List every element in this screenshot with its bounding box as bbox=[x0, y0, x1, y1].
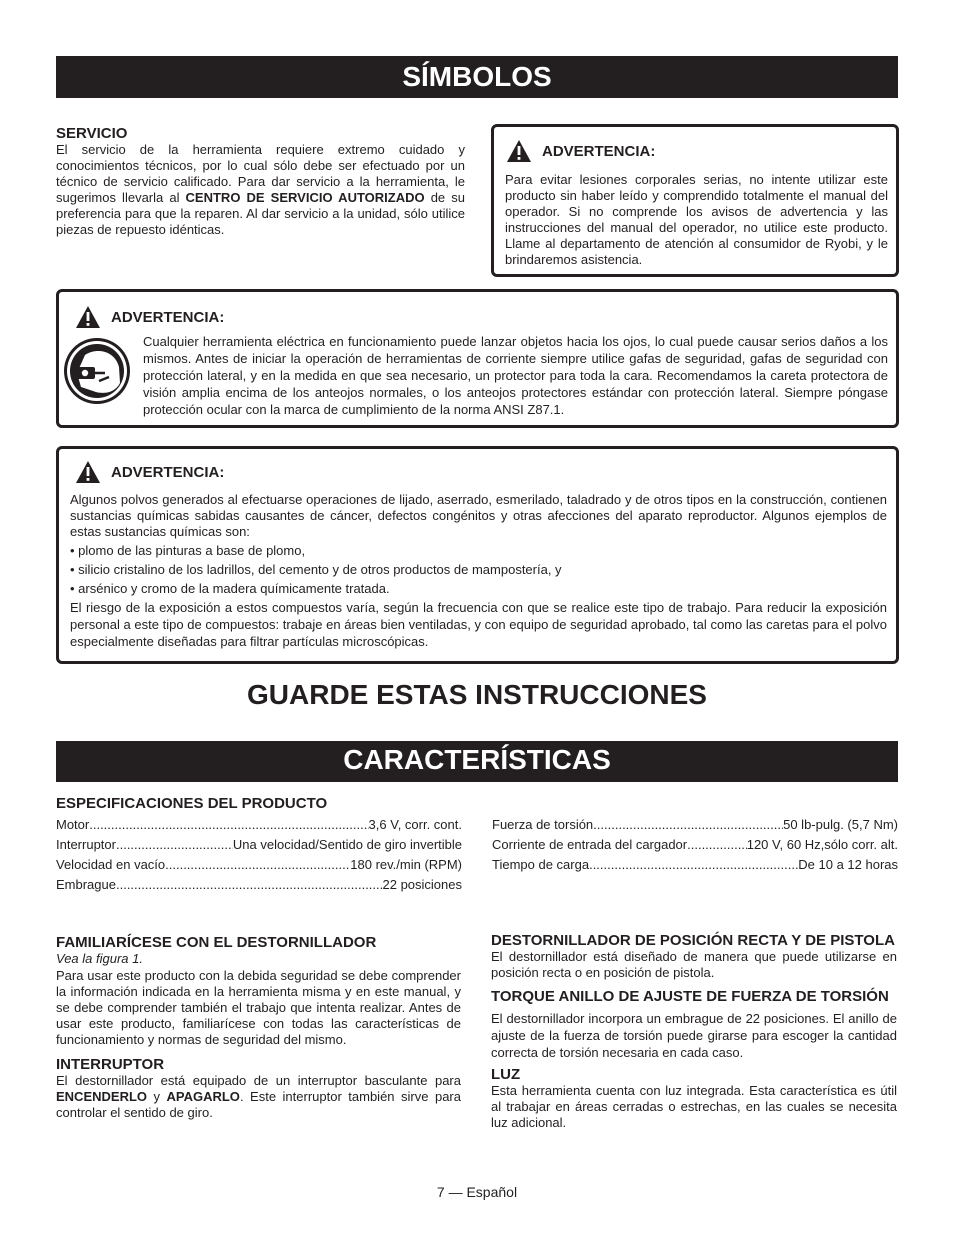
torque-heading: TORQUE ANILLO DE AJUSTE DE FUERZA DE TORSIÓN bbox=[491, 988, 889, 1005]
warning-title: ADVERTENCIA: bbox=[111, 308, 225, 326]
interruptor-text: El destornillador está equipado de un interruptor basculante para ENCENDERLO y APAGARLO. Este interruptor también sirve para controlar el sentido de giro. bbox=[56, 1073, 461, 1120]
banner-title: SÍMBOLOS bbox=[402, 61, 552, 92]
servicio-text: El servicio de la herramienta requiere extremo cuidado y conocimientos técnicos, por lo cual sólo debe ser efectuado por un técnico de servicio calificado. Para dar servicio a la herramienta, le sugerimos llevarla al CENTRO DE SERVICIO AUTORIZADO de su preferencia para que la reparen. Al dar servicio a la unidad, sólo utilice piezas de repuesto idénticas. bbox=[56, 142, 465, 237]
spec-row: Tiempo de carga ..... De 10 a 12 horas bbox=[492, 855, 898, 875]
warning-title: ADVERTENCIA: bbox=[111, 463, 225, 481]
left-column bbox=[56, 934, 461, 1121]
warning-triangle-icon bbox=[506, 139, 532, 163]
interruptor-heading: INTERRUPTOR bbox=[56, 1056, 165, 1073]
spec-row: Motor ..... 3,6 V, corr. cont. bbox=[56, 815, 462, 835]
right-column bbox=[491, 932, 897, 1131]
spec-row: Corriente de entrada del cargador ..... 120 V, 60 Hz,sólo corr. alt. bbox=[492, 835, 898, 855]
warning-title-row bbox=[75, 460, 224, 484]
warning-title-row bbox=[506, 139, 655, 163]
warning-text: Cualquier herramienta eléctrica en funcionamiento puede lanzar objetos hacia los ojos, lo cual puede causar serios daños a los mismos. Antes de iniciar la operación de herramientas de corriente siempre utilice gafas de seguridad, gafas de seguridad con protección lateral, y en la medida en que sea necesario, un protector para toda la cara. Recomendamos la careta protectora de visión amplia encima de los anteojos normales, o los anteojos protectores estándar con protección lateral. Siempre póngase protección ocular con la marca de cumplimiento de la norma ANSI Z87.1. bbox=[143, 334, 888, 417]
warning-intro: Algunos polvos generados al efectuarse operaciones de lijado, aserrado, esmerilado, taladrado y de otros tipos en la construcción, contienen sustancias químicas sabidas causantes de cáncer, defectos congénitos y otras afecciones del aparato reproductor. Algunos ejemplos de estas sustancias químicas son: bbox=[70, 492, 887, 539]
warning-title-row bbox=[75, 305, 224, 329]
list-item: • plomo de las pinturas a base de plomo, bbox=[70, 541, 887, 560]
banner-title: CARACTERÍSTICAS bbox=[343, 744, 611, 775]
warning-bullet-list bbox=[70, 541, 887, 598]
posicion-text: El destornillador está diseñado de manera que puede utilizarse en posición recta o en posición de pistola. bbox=[491, 949, 897, 980]
guarde-heading: GUARDE ESTAS INSTRUCCIONES bbox=[247, 679, 707, 710]
safety-glasses-icon bbox=[63, 337, 131, 405]
familiar-text: Para usar este producto con la debida seguridad se debe comprender la información indicada en la herramienta misma y en este manual, y se debe comprender también el trabajo que intenta realizar. Antes de usar este producto, familiarícese con todas las características de funcionamiento y normas de seguridad del mismo. bbox=[56, 968, 461, 1047]
torque-text: El destornillador incorpora un embrague de 22 posiciones. El anillo de ajuste de la fuerza de torsión puede girarse para escoger la cantidad correcta de torsión necesaria en cada caso. bbox=[491, 1011, 897, 1060]
luz-text: Esta herramienta cuenta con luz integrada. Esta característica es útil al trabajar en áreas cerradas o estrechas, en las cuales se necesita luz adicional. bbox=[491, 1083, 897, 1130]
figure-reference: Vea la figura 1. bbox=[56, 951, 143, 966]
specs-heading: ESPECIFICACIONES DEL PRODUCTO bbox=[56, 795, 328, 812]
warning-box-dust bbox=[56, 446, 899, 664]
warning-triangle-icon bbox=[75, 305, 101, 329]
spec-row: Interruptor ..... Una velocidad/Sentido de giro invertible bbox=[56, 835, 462, 855]
servicio-section bbox=[56, 125, 465, 238]
spec-row: Velocidad en vacío ..... 180 rev./min (RPM) bbox=[56, 855, 462, 875]
luz-heading: LUZ bbox=[491, 1066, 521, 1083]
section-banner-caracteristicas bbox=[56, 741, 898, 782]
specs-right-list bbox=[492, 815, 898, 875]
page-footer: 7 — Español bbox=[436, 1184, 518, 1200]
list-item: • arsénico y cromo de la madera químicamente tratada. bbox=[70, 579, 887, 598]
posicion-heading: DESTORNILLADOR DE POSICIÓN RECTA Y DE PISTOLA bbox=[491, 932, 895, 949]
warning-box-manual bbox=[491, 124, 899, 277]
spec-row: Embrague ..... 22 posiciones bbox=[56, 875, 462, 895]
section-banner-simbolos bbox=[56, 56, 898, 98]
specs-left-list bbox=[56, 815, 462, 895]
servicio-heading: SERVICIO bbox=[56, 125, 128, 142]
warning-content bbox=[70, 492, 887, 650]
warning-triangle-icon bbox=[75, 460, 101, 484]
warning-title: ADVERTENCIA: bbox=[542, 142, 656, 160]
warning-text: Para evitar lesiones corporales serias, no intente utilizar este producto sin haber leído y comprendido totalmente el manual del operador. Si no comprende los avisos de advertencia y las instrucciones del manual del operador, no utilice este producto. Llame al departamento de atención al consumidor de Ryobi, y le brindaremos asistencia. bbox=[505, 172, 888, 267]
list-item: • silicio cristalino de los ladrillos, del cemento y de otros productos de mampostería, y bbox=[70, 560, 887, 579]
warning-outro: El riesgo de la exposición a estos compuestos varía, según la frecuencia con que se realice este tipo de trabajo. Para reducir la exposición personal a este tipo de compuestos: trabaje en áreas bien ventiladas, y con equipo de seguridad aprobado, tal como las caretas para el polvo especialmente diseñadas para filtrar partículas microscópicas. bbox=[70, 600, 887, 649]
spec-row: Fuerza de torsión ..... 50 lb-pulg. (5,7 Nm) bbox=[492, 815, 898, 835]
familiar-heading: FAMILIARÍCESE CON EL DESTORNILLADOR bbox=[56, 934, 377, 951]
warning-box-eye bbox=[56, 289, 899, 428]
